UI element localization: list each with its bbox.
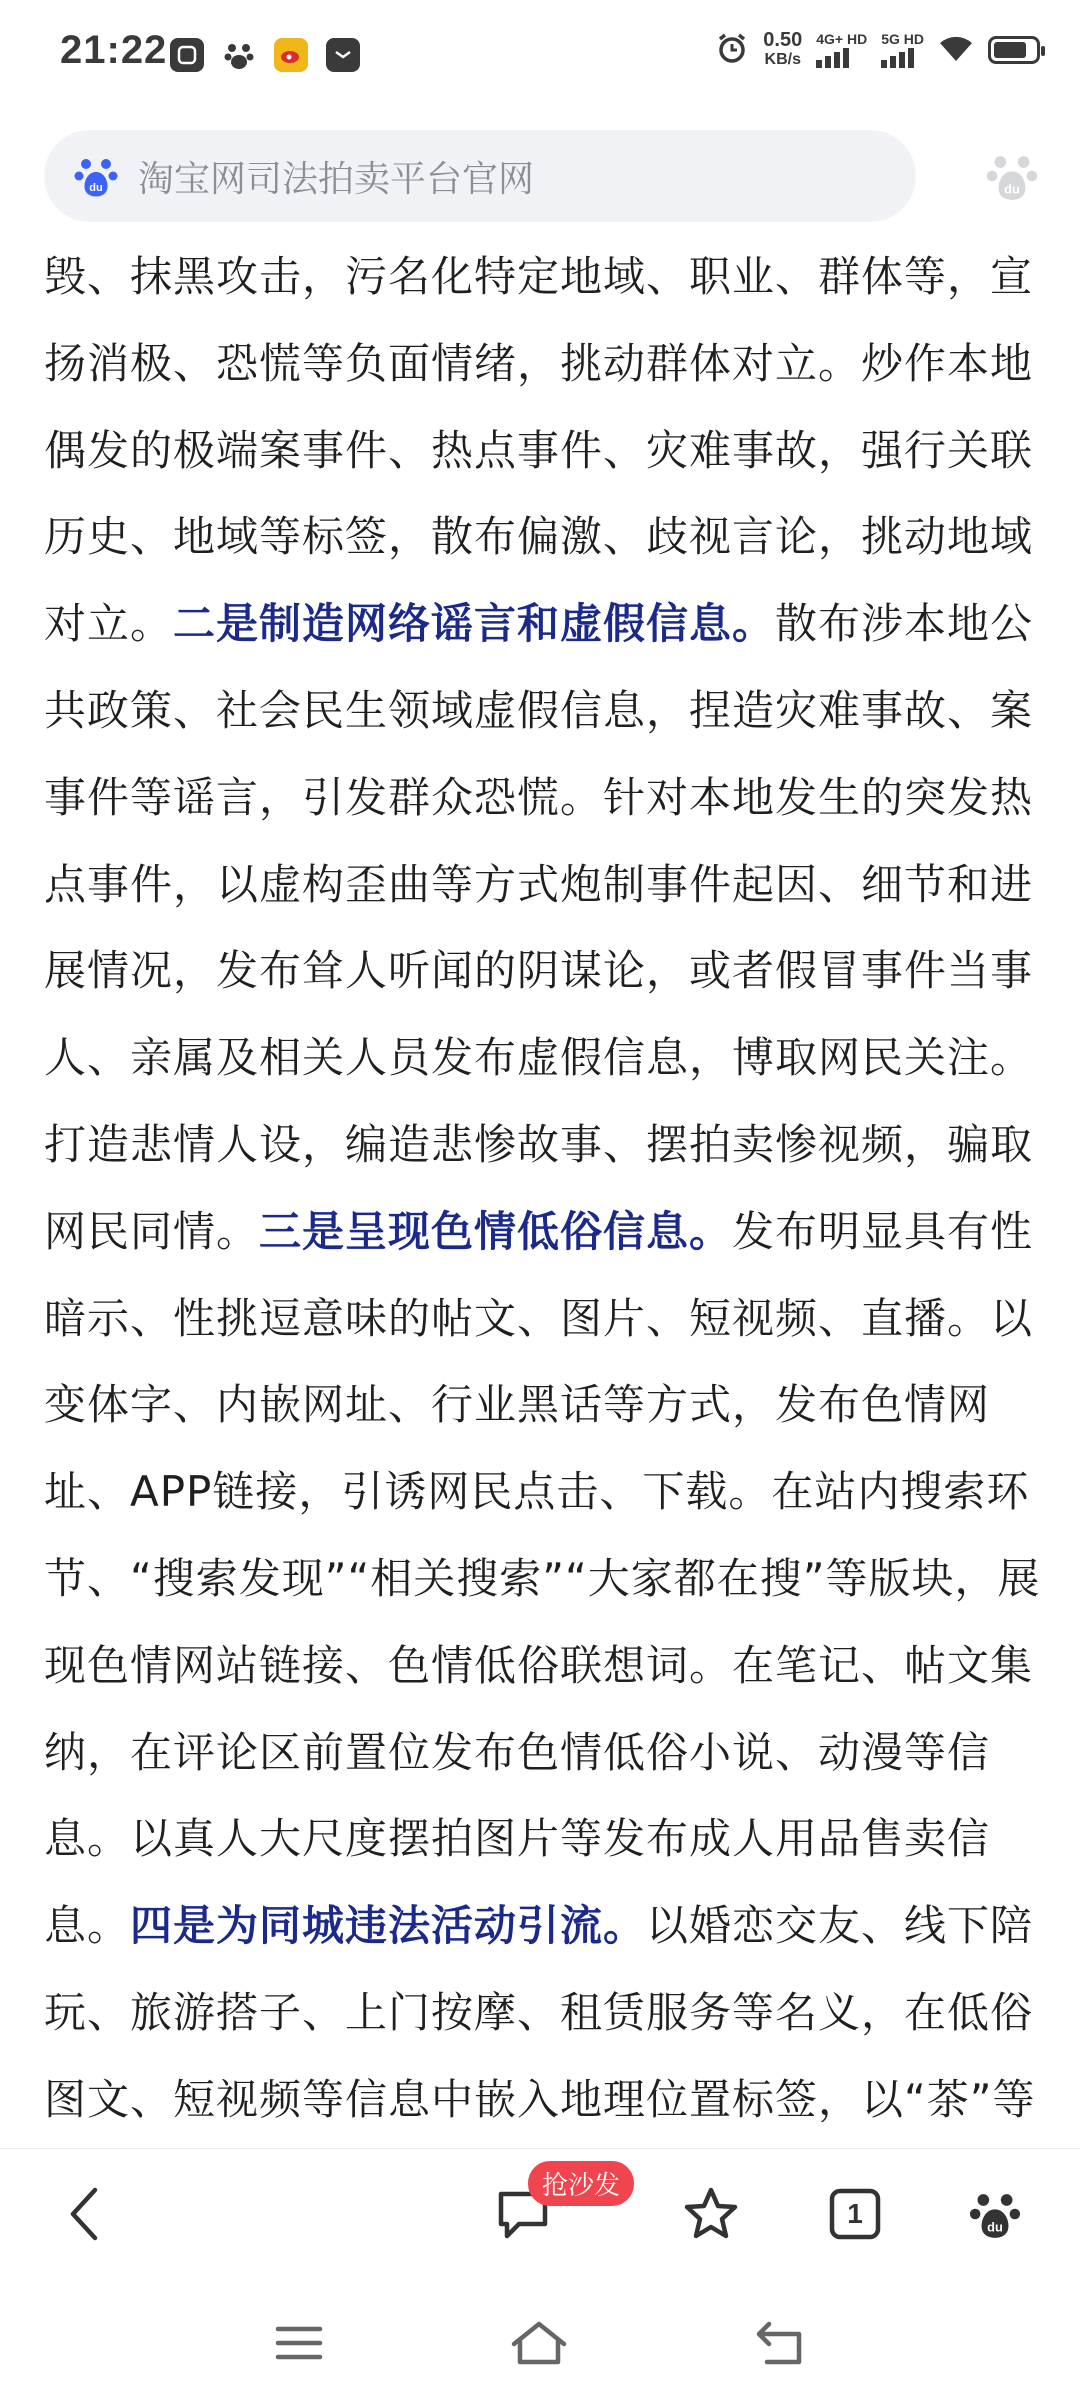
article-text: 共政策、社会民生领域虚假信息，捏造灾难事故、案 <box>44 685 1034 735</box>
sofa-badge[interactable]: 抢沙发 <box>528 2161 634 2206</box>
favorite-button[interactable] <box>676 2179 746 2249</box>
article-line <box>44 1449 1044 1536</box>
notification-icons <box>170 38 360 72</box>
highlighted-heading: 三是呈现色情低俗信息。 <box>259 1206 733 1256</box>
article-line <box>44 234 1044 321</box>
article-text: 对立。 <box>44 599 174 649</box>
tab-count: 1 <box>847 2198 863 2229</box>
article-text: 息。以真人大尺度摆拍图片等发布成人用品售卖信 <box>44 1814 991 1864</box>
article-text: 现色情网站链接、色情低俗联想词。在笔记、帖文集 <box>44 1640 1034 1690</box>
article-text: 发布明显具有性 <box>732 1206 1034 1256</box>
search-bar[interactable] <box>44 130 916 222</box>
message-icon <box>326 38 360 72</box>
return-icon <box>753 2318 809 2368</box>
baidu-paw-icon <box>222 38 256 72</box>
wifi-icon <box>938 33 974 67</box>
article-line <box>44 928 1044 1015</box>
article-line <box>44 1189 1044 1276</box>
status-bar <box>0 0 1080 120</box>
article-text: 历史、地域等标签，散布偏激、歧视言论，挑动地域 <box>44 512 1034 562</box>
search-query: 淘宝网司法拍卖平台官网 <box>138 158 535 200</box>
article-text: 扬消极、恐慌等负面情绪，挑动群体对立。炒作本地 <box>44 338 1034 388</box>
baidu-menu-button[interactable] <box>960 2179 1030 2249</box>
article-text: 以婚恋交友、线下陪 <box>646 1901 1034 1951</box>
baidu-paw-icon <box>967 2186 1023 2242</box>
recent-apps-button[interactable] <box>264 2308 334 2378</box>
article-text: 址、APP链接，引诱网民点击、下载。在站内搜索环 <box>44 1467 1030 1517</box>
article-line <box>44 755 1044 842</box>
chevron-left-icon <box>65 2186 105 2242</box>
article-text: 点事件，以虚构歪曲等方式炮制事件起因、细节和进 <box>44 859 1034 909</box>
article-text: 打造悲情人设，编造悲惨故事、摆拍卖惨视频，骗取 <box>44 1119 1034 1169</box>
signal-bars-icon <box>816 46 849 68</box>
article-text: 息。 <box>44 1901 131 1951</box>
svg-text:du: du <box>1004 181 1020 197</box>
article-text: 事件等谣言，引发群众恐慌。针对本地发生的突发热 <box>44 772 1034 822</box>
svg-text:du: du <box>987 2219 1003 2235</box>
menu-icon <box>274 2323 324 2363</box>
article-line <box>44 494 1044 581</box>
article-line <box>44 581 1044 668</box>
article-text: 节、“搜索发现”“相关搜索”“大家都在搜”等版块，展 <box>44 1553 1041 1603</box>
article-text: 散布涉本地公 <box>775 599 1034 649</box>
article-line <box>44 321 1044 408</box>
baidu-logo-icon <box>72 152 120 200</box>
bottom-toolbar <box>0 2148 1080 2275</box>
system-navigation-bar <box>0 2280 1080 2400</box>
article-line <box>44 1362 1044 1449</box>
back-button[interactable] <box>50 2179 120 2249</box>
signal-bars-icon <box>881 46 914 68</box>
article-text: 展情况，发布耸人听闻的阴谋论，或者假冒事件当事 <box>44 946 1034 996</box>
article-text: 图文、短视频等信息中嵌入地理位置标签，以“茶”等 <box>44 2074 1036 2124</box>
sim2-signal: 5G HD <box>881 32 924 68</box>
article-line <box>44 1883 1044 1970</box>
article-line <box>44 1276 1044 1363</box>
status-indicators <box>715 30 1040 70</box>
article-line <box>44 1102 1044 1189</box>
article-text: 偶发的极端案事件、热点事件、灾难事故，强行关联 <box>44 425 1034 475</box>
article-line <box>44 668 1044 755</box>
article-text: 变体字、内嵌网址、行业黑话等方式，发布色情网 <box>44 1380 991 1430</box>
highlighted-heading: 二是制造网络谣言和虚假信息。 <box>173 599 776 649</box>
tabs-button[interactable] <box>820 2179 890 2249</box>
article-text: 暗示、性挑逗意味的帖文、图片、短视频、直播。以 <box>44 1293 1034 1343</box>
article-text: 纳，在评论区前置位发布色情低俗小说、动漫等信 <box>44 1727 991 1777</box>
star-icon <box>681 2184 741 2244</box>
back-nav-button[interactable] <box>746 2308 816 2378</box>
baidu-home-icon[interactable] <box>984 148 1040 204</box>
article-line <box>44 1536 1044 1623</box>
article-text: 网民同情。 <box>44 1206 260 1256</box>
article-text: 玩、旅游搭子、上门按摩、租赁服务等名义，在低俗 <box>44 1987 1034 2037</box>
article-line <box>44 408 1044 495</box>
article-line <box>44 2057 1044 2144</box>
network-speed: 0.50 KB/s <box>763 29 803 68</box>
weibo-icon <box>274 38 308 72</box>
alarm-icon <box>715 31 749 69</box>
article-text: 人、亲属及相关人员发布虚假信息，博取网民关注。 <box>44 1033 1034 1083</box>
sim1-signal: 4G+ HD <box>816 32 867 68</box>
article-line <box>44 1015 1044 1102</box>
article-line <box>44 1796 1044 1883</box>
article-text: 毁、抹黑攻击，污名化特定地域、职业、群体等，宣 <box>44 252 1034 301</box>
highlighted-heading: 四是为同城违法活动引流。 <box>130 1901 647 1951</box>
article-body <box>44 234 1044 2144</box>
svg-text:du: du <box>89 182 103 194</box>
article-line <box>44 1970 1044 2057</box>
status-time: 21:22 <box>60 28 168 72</box>
article-line <box>44 1710 1044 1797</box>
article-line <box>44 1623 1044 1710</box>
home-icon <box>508 2318 570 2368</box>
article-line <box>44 842 1044 929</box>
battery-icon <box>988 36 1040 64</box>
home-button[interactable] <box>504 2308 574 2378</box>
app-icon <box>170 38 204 72</box>
